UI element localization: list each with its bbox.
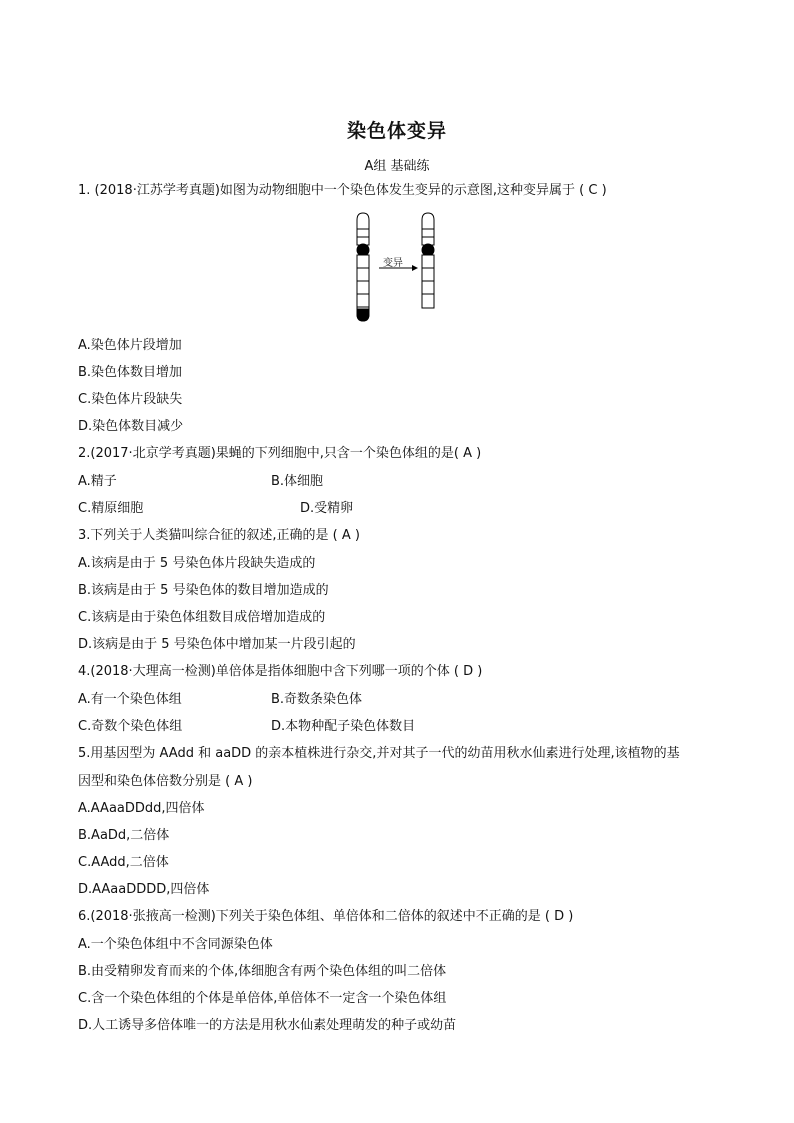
q4-option-a: A.有一个染色体组 (78, 692, 182, 707)
q1-option-c: C.染色体片段缺失 (78, 392, 183, 407)
q2-option-d: D.受精卵 (300, 501, 354, 516)
q6-option-c: C.含一个染色体组的个体是单倍体,单倍体不一定含一个染色体组 (78, 991, 447, 1006)
q4-option-c: C.奇数个染色体组 (78, 719, 183, 734)
q1-option-a: A.染色体片段增加 (78, 338, 182, 353)
original-chromosome (357, 213, 369, 321)
q2-option-c: C.精原细胞 (78, 501, 144, 516)
q1-option-d: D.染色体数目减少 (78, 419, 184, 434)
q4-option-d: D.本物种配子染色体数目 (271, 719, 416, 734)
q6-option-d: D.人工诱导多倍体唯一的方法是用秋水仙素处理萌发的种子或幼苗 (78, 1018, 457, 1033)
mutated-chromosome (422, 213, 434, 308)
q2-option-a: A.精子 (78, 474, 117, 489)
question-2-stem: 2.(2017·北京学考真题)果蝇的下列细胞中,只含一个染色体组的是( A ) (78, 446, 482, 461)
q5-option-d: D.AAaaDDDD,四倍体 (78, 882, 210, 897)
question-1-stem: 1. (2018·江苏学考真题)如图为动物细胞中一个染色体发生变异的示意图,这种变异属于 ( C ) (78, 183, 607, 198)
q6-option-b: B.由受精卵发育而来的个体,体细胞含有两个染色体组的叫二倍体 (78, 964, 447, 979)
question-6-stem: 6.(2018·张掖高一检测)下列关于染色体组、单倍体和二倍体的叙述中不正确的是 ( D ) (78, 909, 574, 924)
q3-option-d: D.该病是由于 5 号染色体中增加某一片段引起的 (78, 637, 356, 652)
q5-option-c: C.AAdd,二倍体 (78, 855, 169, 870)
q3-option-c: C.该病是由于染色体组数目成倍增加造成的 (78, 610, 326, 625)
question-4-stem: 4.(2018·大理高一检测)单倍体是指体细胞中含下列哪一项的个体 ( D ) (78, 664, 483, 679)
question-5-stem-line2: 因型和染色体倍数分别是 ( A ) (78, 774, 253, 789)
q3-option-a: A.该病是由于 5 号染色体片段缺失造成的 (78, 556, 316, 571)
section-title: A组 基础练 (364, 159, 430, 174)
q4-option-b: B.奇数条染色体 (271, 692, 363, 707)
q3-option-b: B.该病是由于 5 号染色体的数目增加造成的 (78, 583, 329, 598)
page-title: 染色体变异 (346, 120, 447, 142)
q2-option-b: B.体细胞 (271, 474, 324, 489)
question-3-stem: 3.下列关于人类猫叫综合征的叙述,正确的是 ( A ) (78, 528, 360, 543)
diagram-label: 变异 (383, 258, 403, 269)
q5-option-b: B.AaDd,二倍体 (78, 828, 170, 843)
q6-option-a: A.一个染色体组中不含同源染色体 (78, 937, 273, 952)
question-5-stem-line1: 5.用基因型为 AAdd 和 aaDD 的亲本植株进行杂交,并对其子一代的幼苗用秋水仙素进行处理,该植物的基 (78, 746, 680, 761)
q1-option-b: B.染色体数目增加 (78, 365, 183, 380)
q5-option-a: A.AAaaDDdd,四倍体 (78, 801, 205, 816)
